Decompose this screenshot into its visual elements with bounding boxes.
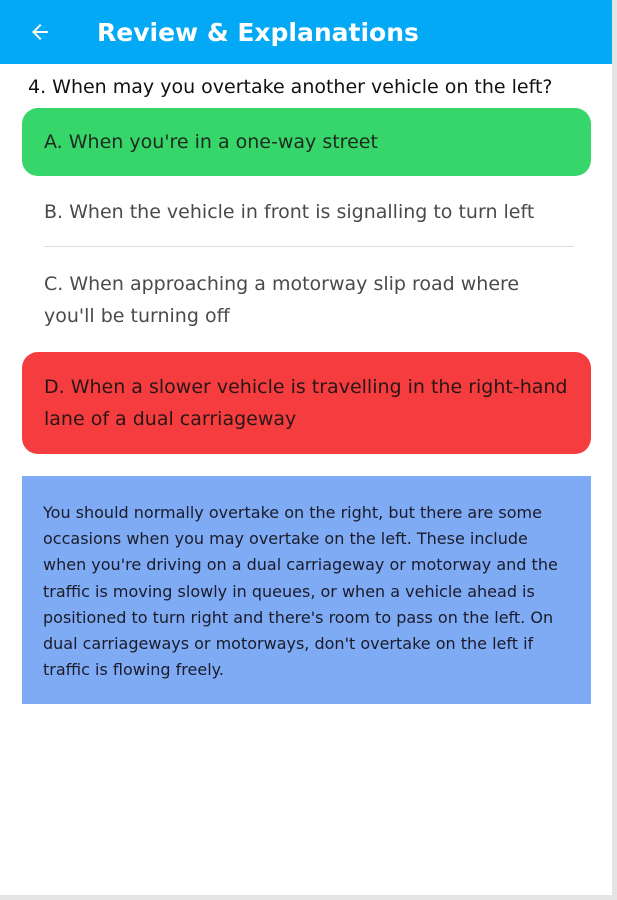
answer-option-a[interactable]: A. When you're in a one-way street [22, 108, 591, 176]
explanation-panel: You should normally overtake on the right, but there are some occasions when you may overtake on the left. These include when you're driving on a dual carriageway or motorway and the traffic is moving slowly in queues, or when a vehicle ahead is positioned to turn right and there's room to pass on the left. On dual carriageways or motorways, don't overtake on the left if traffic is flowing freely. [22, 476, 591, 704]
answer-option-d[interactable]: D. When a slower vehicle is travelling in the right-hand lane of a dual carriageway [22, 352, 591, 454]
bottom-edge [0, 895, 617, 900]
answer-option-c[interactable]: C. When approaching a motorway slip road where you'll be turning off [44, 273, 520, 327]
app-bar [0, 0, 612, 64]
divider [44, 246, 574, 247]
page-title: Review & Explanations [97, 18, 419, 47]
arrow-left-icon [28, 20, 52, 44]
scrollbar-edge [612, 0, 617, 900]
back-button[interactable] [18, 10, 62, 54]
question-text: 4. When may you overtake another vehicle on the left? [28, 76, 553, 98]
answer-option-b[interactable]: B. When the vehicle in front is signalling to turn left [44, 201, 535, 223]
